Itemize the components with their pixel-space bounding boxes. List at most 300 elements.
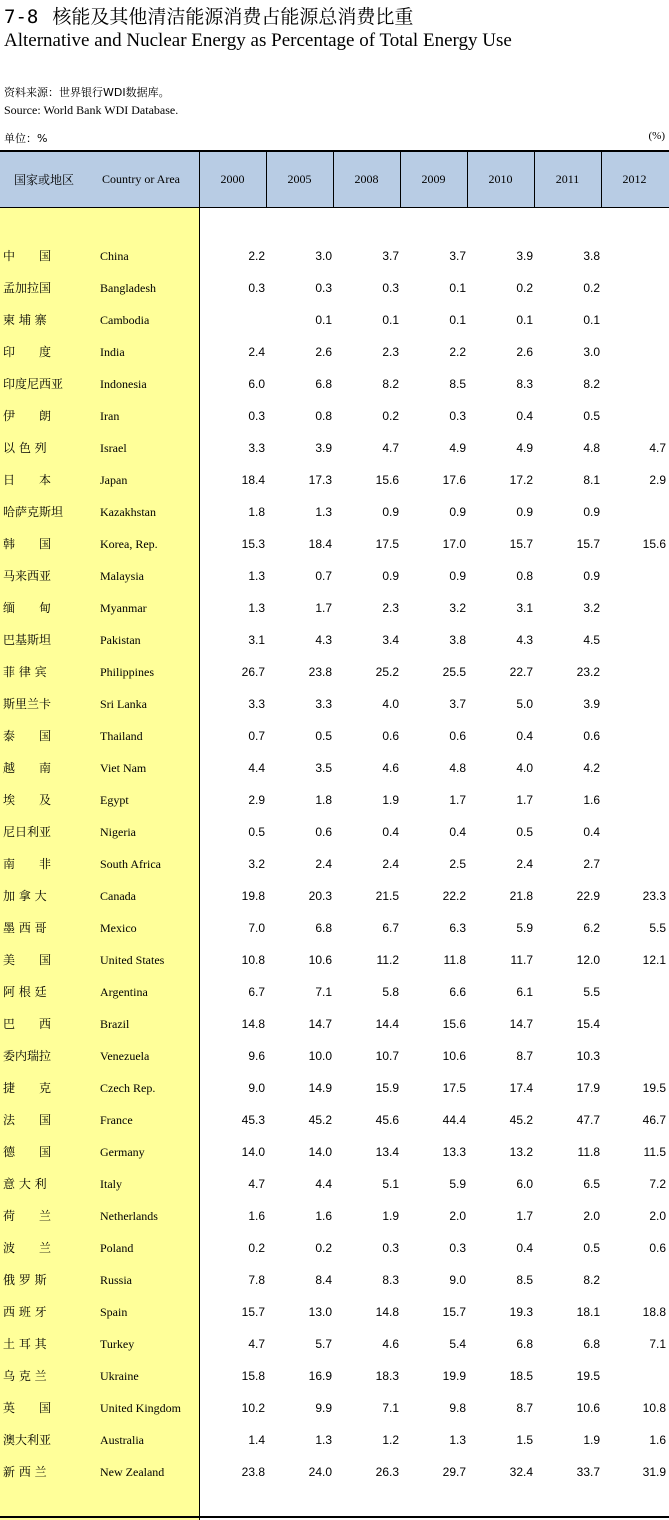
value-cell-2005: 10.6 (308, 953, 332, 967)
value-cell-2010: 6.1 (516, 985, 533, 999)
country-name-en: Netherlands (100, 1209, 158, 1223)
value-cell-2010: 32.4 (509, 1465, 533, 1479)
value-cell-2012 (606, 560, 666, 592)
header-country-cn: 国家或地区 (14, 173, 75, 187)
table-row (0, 272, 669, 304)
country-name-en: Turkey (100, 1337, 135, 1351)
value-cell-2000: 14.0 (241, 1145, 265, 1159)
value-cell-2010: 2.6 (516, 345, 533, 359)
value-cell-2008: 0.3 (382, 1241, 399, 1255)
value-cell-2012: 1.6 (649, 1433, 666, 1447)
value-cell-2009: 5.4 (449, 1337, 466, 1351)
value-cell-2005: 7.1 (315, 985, 332, 999)
value-cell-2011: 8.1 (583, 473, 600, 487)
value-cell-2000: 2.9 (248, 793, 265, 807)
value-cell-2010: 1.7 (516, 1209, 533, 1223)
table-row (0, 944, 669, 976)
value-cell-2005: 14.9 (308, 1081, 332, 1095)
table-row (0, 496, 669, 528)
value-cell-2005: 45.2 (308, 1113, 332, 1127)
value-cell-2005: 23.8 (308, 665, 332, 679)
value-cell-2011: 1.9 (583, 1433, 600, 1447)
value-cell-2008: 3.4 (382, 633, 399, 647)
table-row (0, 432, 669, 464)
value-cell-2008: 4.0 (382, 697, 399, 711)
country-name-cn: 荷 兰 (3, 1209, 52, 1223)
value-cell-2000: 7.8 (248, 1273, 265, 1287)
value-cell-2000: 6.0 (248, 377, 265, 391)
value-cell-2010: 5.0 (516, 697, 533, 711)
value-cell-2011: 15.7 (576, 537, 600, 551)
country-name-cn: 印 度 (3, 345, 52, 359)
value-cell-2011: 47.7 (576, 1113, 600, 1127)
country-name-cn: 澳大利亚 (3, 1433, 52, 1447)
value-cell-2010: 8.7 (516, 1401, 533, 1415)
table-row (0, 1264, 669, 1296)
value-cell-2008: 4.6 (382, 1337, 399, 1351)
value-cell-2009: 3.7 (449, 249, 466, 263)
table-row (0, 1232, 669, 1264)
table-row (0, 752, 669, 784)
value-cell-2000: 1.3 (248, 569, 265, 583)
value-cell-2012: 19.5 (642, 1081, 666, 1095)
country-name-cn: 南 非 (3, 857, 52, 871)
country-name-en: Ukraine (100, 1369, 139, 1383)
value-cell-2011: 33.7 (576, 1465, 600, 1479)
value-cell-2009: 25.5 (442, 665, 466, 679)
value-cell-2005: 3.5 (315, 761, 332, 775)
value-cell-2005: 16.9 (308, 1369, 332, 1383)
header-year-2011: 2011 (555, 172, 580, 186)
value-cell-2009: 15.7 (442, 1305, 466, 1319)
value-cell-2005: 3.0 (315, 249, 332, 263)
value-cell-2009: 3.7 (449, 697, 466, 711)
country-name-en: Poland (100, 1241, 134, 1255)
value-cell-2005: 0.3 (315, 281, 332, 295)
table-row (0, 1360, 669, 1392)
table-row (0, 1328, 669, 1360)
value-cell-2012: 23.3 (642, 889, 666, 903)
value-cell-2000: 1.8 (248, 505, 265, 519)
value-cell-2008: 0.6 (382, 729, 399, 743)
value-cell-2010: 17.2 (509, 473, 533, 487)
value-cell-2012: 11.5 (643, 1145, 666, 1159)
country-name-cn: 乌 克 兰 (3, 1369, 47, 1383)
value-cell-2011: 15.4 (576, 1017, 600, 1031)
country-name-en: South Africa (100, 857, 161, 871)
country-name-cn: 尼日利亚 (3, 825, 52, 839)
header-year-2005: 2005 (287, 172, 312, 186)
value-cell-2010: 8.5 (516, 1273, 533, 1287)
value-cell-2009: 0.4 (449, 825, 466, 839)
table-row (0, 1136, 669, 1168)
table-row (0, 1200, 669, 1232)
value-cell-2012 (606, 848, 666, 880)
table-row (0, 1008, 669, 1040)
value-cell-2011: 4.8 (583, 441, 600, 455)
country-name-cn: 英 国 (3, 1401, 52, 1415)
table-number: 7-8 (4, 6, 39, 28)
value-cell-2008: 6.7 (382, 921, 399, 935)
value-cell-2011: 1.6 (583, 793, 600, 807)
country-name-en: Czech Rep. (100, 1081, 156, 1095)
value-cell-2000: 23.8 (241, 1465, 265, 1479)
value-cell-2005: 17.3 (308, 473, 332, 487)
value-cell-2000: 10.2 (241, 1401, 265, 1415)
value-cell-2010: 0.2 (516, 281, 533, 295)
value-cell-2008: 14.8 (375, 1305, 399, 1319)
value-cell-2010: 14.7 (509, 1017, 533, 1031)
country-name-cn: 菲 律 宾 (3, 665, 47, 679)
country-name-cn: 缅 甸 (3, 601, 52, 615)
value-cell-2000: 2.4 (248, 345, 265, 359)
table-row (0, 304, 669, 336)
country-name-en: Australia (100, 1433, 144, 1447)
value-cell-2008: 11.2 (376, 953, 399, 967)
value-cell-2010: 18.5 (509, 1369, 533, 1383)
value-cell-2000: 0.2 (248, 1241, 265, 1255)
country-name-en: Iran (100, 409, 120, 423)
value-cell-2008: 15.6 (375, 473, 399, 487)
value-cell-2005: 0.8 (315, 409, 332, 423)
country-name-cn: 巴 西 (3, 1017, 52, 1031)
value-cell-2005: 1.3 (315, 505, 332, 519)
country-name-en: Korea, Rep. (100, 537, 158, 551)
table-header (0, 152, 669, 207)
value-cell-2012 (606, 592, 666, 624)
table-row (0, 720, 669, 752)
country-name-en: United States (100, 953, 165, 967)
country-name-cn: 柬 埔 寨 (3, 313, 47, 327)
value-cell-2000: 0.7 (248, 729, 265, 743)
value-cell-2000: 9.6 (248, 1049, 265, 1063)
value-cell-2012 (606, 336, 666, 368)
table-row (0, 624, 669, 656)
value-cell-2011: 10.3 (576, 1049, 600, 1063)
value-cell-2010: 0.9 (516, 505, 533, 519)
country-name-cn: 德 国 (3, 1145, 52, 1159)
value-cell-2005: 20.3 (308, 889, 332, 903)
value-cell-2000: 6.7 (248, 985, 265, 999)
value-cell-2010: 1.5 (516, 1433, 533, 1447)
value-cell-2008: 1.9 (382, 1209, 399, 1223)
value-cell-2012 (606, 400, 666, 432)
country-name-en: Canada (100, 889, 136, 903)
value-cell-2009: 1.7 (449, 793, 466, 807)
country-name-cn: 韩 国 (3, 537, 52, 551)
value-cell-2010: 0.5 (516, 825, 533, 839)
value-cell-2009: 2.5 (449, 857, 466, 871)
country-name-cn: 泰 国 (3, 729, 52, 743)
value-cell-2011: 12.0 (576, 953, 600, 967)
value-cell-2009: 17.6 (442, 473, 466, 487)
value-cell-2012: 12.1 (642, 953, 666, 967)
value-cell-2012: 7.1 (649, 1337, 666, 1351)
value-cell-2010: 3.1 (516, 601, 533, 615)
header-country-en: Country or Area (102, 172, 180, 186)
value-cell-2008: 45.6 (375, 1113, 399, 1127)
value-cell-2005: 0.7 (315, 569, 332, 583)
value-cell-2008: 4.7 (382, 441, 399, 455)
value-cell-2000: 1.4 (248, 1433, 265, 1447)
value-cell-2008: 2.3 (382, 345, 399, 359)
country-name-en: Spain (100, 1305, 128, 1319)
value-cell-2012 (606, 1360, 666, 1392)
country-name-cn: 法 国 (3, 1113, 52, 1127)
value-cell-2010: 3.9 (516, 249, 533, 263)
value-cell-2008: 21.5 (375, 889, 399, 903)
value-cell-2011: 4.5 (583, 633, 600, 647)
country-name-en: Malaysia (100, 569, 144, 583)
country-name-cn: 西 班 牙 (3, 1305, 47, 1319)
value-cell-2005: 1.6 (315, 1209, 332, 1223)
value-cell-2009: 44.4 (442, 1113, 466, 1127)
value-cell-2005: 9.9 (315, 1401, 332, 1415)
value-cell-2005: 0.6 (315, 825, 332, 839)
value-cell-2005: 6.8 (315, 377, 332, 391)
country-name-cn: 委内瑞拉 (3, 1049, 52, 1063)
value-cell-2010: 6.0 (516, 1177, 533, 1191)
value-cell-2012 (606, 976, 666, 1008)
value-cell-2000: 18.4 (241, 473, 265, 487)
country-name-en: Italy (100, 1177, 122, 1191)
value-cell-2012 (606, 624, 666, 656)
country-name-cn: 巴基斯坦 (3, 633, 52, 647)
table-row (0, 848, 669, 880)
value-cell-2010: 6.8 (516, 1337, 533, 1351)
value-cell-2009: 29.7 (442, 1465, 466, 1479)
value-cell-2008: 8.2 (382, 377, 399, 391)
country-name-cn: 新 西 兰 (3, 1465, 47, 1479)
value-cell-2012 (606, 368, 666, 400)
value-cell-2010: 0.1 (516, 313, 533, 327)
value-cell-2010: 21.8 (509, 889, 533, 903)
value-cell-2008: 18.3 (375, 1369, 399, 1383)
value-cell-2010: 17.4 (509, 1081, 533, 1095)
value-cell-2011: 22.9 (576, 889, 600, 903)
value-cell-2000: 7.0 (248, 921, 265, 935)
value-cell-2005: 3.3 (315, 697, 332, 711)
value-cell-2010: 4.0 (516, 761, 533, 775)
value-cell-2000: 3.3 (248, 441, 265, 455)
value-cell-2012: 5.5 (649, 921, 666, 935)
value-cell-2000: 3.3 (248, 697, 265, 711)
header-year-2010: 2010 (488, 172, 513, 186)
table-row (0, 816, 669, 848)
value-cell-2011: 0.5 (583, 1241, 600, 1255)
value-cell-2009: 6.3 (449, 921, 466, 935)
value-cell-2012 (606, 1008, 666, 1040)
value-cell-2005: 0.1 (315, 313, 332, 327)
value-cell-2009: 9.0 (449, 1273, 466, 1287)
value-cell-2011: 3.2 (583, 601, 600, 615)
value-cell-2008: 15.9 (375, 1081, 399, 1095)
value-cell-2012 (606, 272, 666, 304)
value-cell-2000: 4.4 (248, 761, 265, 775)
country-name-cn: 意 大 利 (3, 1177, 47, 1191)
value-cell-2011: 3.9 (583, 697, 600, 711)
value-cell-2010: 4.9 (516, 441, 533, 455)
value-cell-2008: 7.1 (382, 1401, 399, 1415)
unit-symbol: (%) (648, 130, 665, 142)
value-cell-2010: 19.3 (509, 1305, 533, 1319)
table-row (0, 1104, 669, 1136)
value-cell-2000: 15.8 (241, 1369, 265, 1383)
country-name-cn: 斯里兰卡 (3, 697, 52, 711)
header-year-2009: 2009 (421, 172, 446, 186)
value-cell-2009: 4.9 (449, 441, 466, 455)
value-cell-2005: 8.4 (315, 1273, 332, 1287)
value-cell-2009: 3.2 (449, 601, 466, 615)
country-name-en: France (100, 1113, 133, 1127)
country-name-cn: 孟加拉国 (3, 281, 52, 295)
value-cell-2009: 2.0 (449, 1209, 466, 1223)
title-cn (4, 2, 413, 29)
value-cell-2011: 8.2 (583, 377, 600, 391)
country-name-en: Kazakhstan (100, 505, 156, 519)
value-cell-2000: 19.8 (241, 889, 265, 903)
value-cell-2008: 17.5 (375, 537, 399, 551)
value-cell-2000: 4.7 (248, 1337, 265, 1351)
value-cell-2009: 19.9 (442, 1369, 466, 1383)
table-row (0, 1168, 669, 1200)
value-cell-2012 (606, 656, 666, 688)
value-cell-2008: 10.7 (375, 1049, 399, 1063)
value-cell-2010: 22.7 (509, 665, 533, 679)
table-bottom-rule (0, 1516, 669, 1518)
country-name-en: Mexico (100, 921, 137, 935)
value-cell-2011: 17.9 (576, 1081, 600, 1095)
table-row (0, 592, 669, 624)
value-cell-2011: 0.4 (583, 825, 600, 839)
value-cell-2009: 9.8 (449, 1401, 466, 1415)
table-row (0, 464, 669, 496)
country-name-cn: 加 拿 大 (3, 889, 47, 903)
value-cell-2005: 18.4 (308, 537, 332, 551)
table-row (0, 784, 669, 816)
value-cell-2011: 11.8 (577, 1145, 600, 1159)
source-cn: 资料来源：世界银行WDI数据库。 (4, 86, 170, 99)
value-cell-2008: 4.6 (382, 761, 399, 775)
value-cell-2011: 0.6 (583, 729, 600, 743)
value-cell-2008: 0.1 (382, 313, 399, 327)
value-cell-2011: 5.5 (583, 985, 600, 999)
value-cell-2005: 1.8 (315, 793, 332, 807)
value-cell-2009: 1.3 (449, 1433, 466, 1447)
value-cell-2012 (606, 752, 666, 784)
value-cell-2011: 6.5 (583, 1177, 600, 1191)
value-cell-2008: 2.4 (382, 857, 399, 871)
header-year-2012: 2012 (622, 172, 647, 186)
value-cell-2010: 8.7 (516, 1049, 533, 1063)
value-cell-2011: 19.5 (576, 1369, 600, 1383)
value-cell-2008: 2.3 (382, 601, 399, 615)
value-cell-2012 (606, 496, 666, 528)
value-cell-2008: 3.7 (382, 249, 399, 263)
country-name-cn: 捷 克 (3, 1081, 52, 1095)
value-cell-2012 (606, 240, 666, 272)
table-row (0, 880, 669, 912)
country-name-en: United Kingdom (100, 1401, 181, 1415)
value-cell-2011: 10.6 (576, 1401, 600, 1415)
value-cell-2009: 4.8 (449, 761, 466, 775)
value-cell-2009: 0.3 (449, 1241, 466, 1255)
value-cell-2009: 10.6 (442, 1049, 466, 1063)
country-name-cn: 印度尼西亚 (3, 377, 64, 391)
country-name-cn: 阿 根 廷 (3, 985, 47, 999)
value-cell-2008: 0.3 (382, 281, 399, 295)
value-cell-2009: 2.2 (449, 345, 466, 359)
value-cell-2008: 0.4 (382, 825, 399, 839)
value-cell-2008: 5.1 (382, 1177, 399, 1191)
country-name-en: Cambodia (100, 313, 150, 327)
table-row (0, 560, 669, 592)
value-cell-2010: 0.8 (516, 569, 533, 583)
value-cell-2008: 8.3 (382, 1273, 399, 1287)
value-cell-2008: 0.9 (382, 569, 399, 583)
country-name-cn: 以 色 列 (3, 441, 47, 455)
country-name-cn: 波 兰 (3, 1241, 52, 1255)
table-row (0, 688, 669, 720)
table-row (0, 528, 669, 560)
value-cell-2008: 13.4 (375, 1145, 399, 1159)
value-cell-2009: 3.8 (449, 633, 466, 647)
value-cell-2009: 5.9 (449, 1177, 466, 1191)
country-name-cn: 美 国 (3, 953, 52, 967)
table-row (0, 1072, 669, 1104)
country-name-en: Germany (100, 1145, 145, 1159)
value-cell-2012 (606, 1264, 666, 1296)
country-name-en: China (100, 249, 129, 263)
value-cell-2012: 7.2 (649, 1177, 666, 1191)
country-name-en: Myanmar (100, 601, 147, 615)
table-row (0, 1296, 669, 1328)
value-cell-2009: 22.2 (442, 889, 466, 903)
country-name-en: Russia (100, 1273, 133, 1287)
table-row (0, 240, 669, 272)
value-cell-2012 (606, 688, 666, 720)
value-cell-2012: 4.7 (649, 441, 666, 455)
value-cell-2005: 13.0 (308, 1305, 332, 1319)
value-cell-2008: 14.4 (375, 1017, 399, 1031)
source-en: Source: World Bank WDI Database. (4, 103, 179, 117)
country-name-en: Pakistan (100, 633, 141, 647)
value-cell-2009: 11.8 (443, 953, 466, 967)
value-cell-2000: 14.8 (241, 1017, 265, 1031)
country-name-en: New Zealand (100, 1465, 165, 1479)
value-cell-2000: 1.6 (248, 1209, 265, 1223)
value-cell-2011: 3.0 (583, 345, 600, 359)
value-cell-2012: 31.9 (642, 1465, 666, 1479)
value-cell-2011: 6.2 (583, 921, 600, 935)
country-name-en: Viet Nam (100, 761, 147, 775)
value-cell-2009: 0.6 (449, 729, 466, 743)
value-cell-2008: 0.2 (382, 409, 399, 423)
country-name-en: Sri Lanka (100, 697, 147, 711)
country-name-cn: 哈萨克斯坦 (3, 505, 64, 519)
table-row (0, 976, 669, 1008)
country-name-en: Brazil (100, 1017, 130, 1031)
country-name-en: Egypt (100, 793, 129, 807)
table-row (0, 656, 669, 688)
value-cell-2005: 4.3 (315, 633, 332, 647)
value-cell-2010: 13.2 (509, 1145, 533, 1159)
value-cell-2005: 1.3 (315, 1433, 332, 1447)
header-year-2008: 2008 (354, 172, 379, 186)
value-cell-2008: 0.9 (382, 505, 399, 519)
value-cell-2011: 23.2 (576, 665, 600, 679)
value-cell-2000: 4.7 (248, 1177, 265, 1191)
